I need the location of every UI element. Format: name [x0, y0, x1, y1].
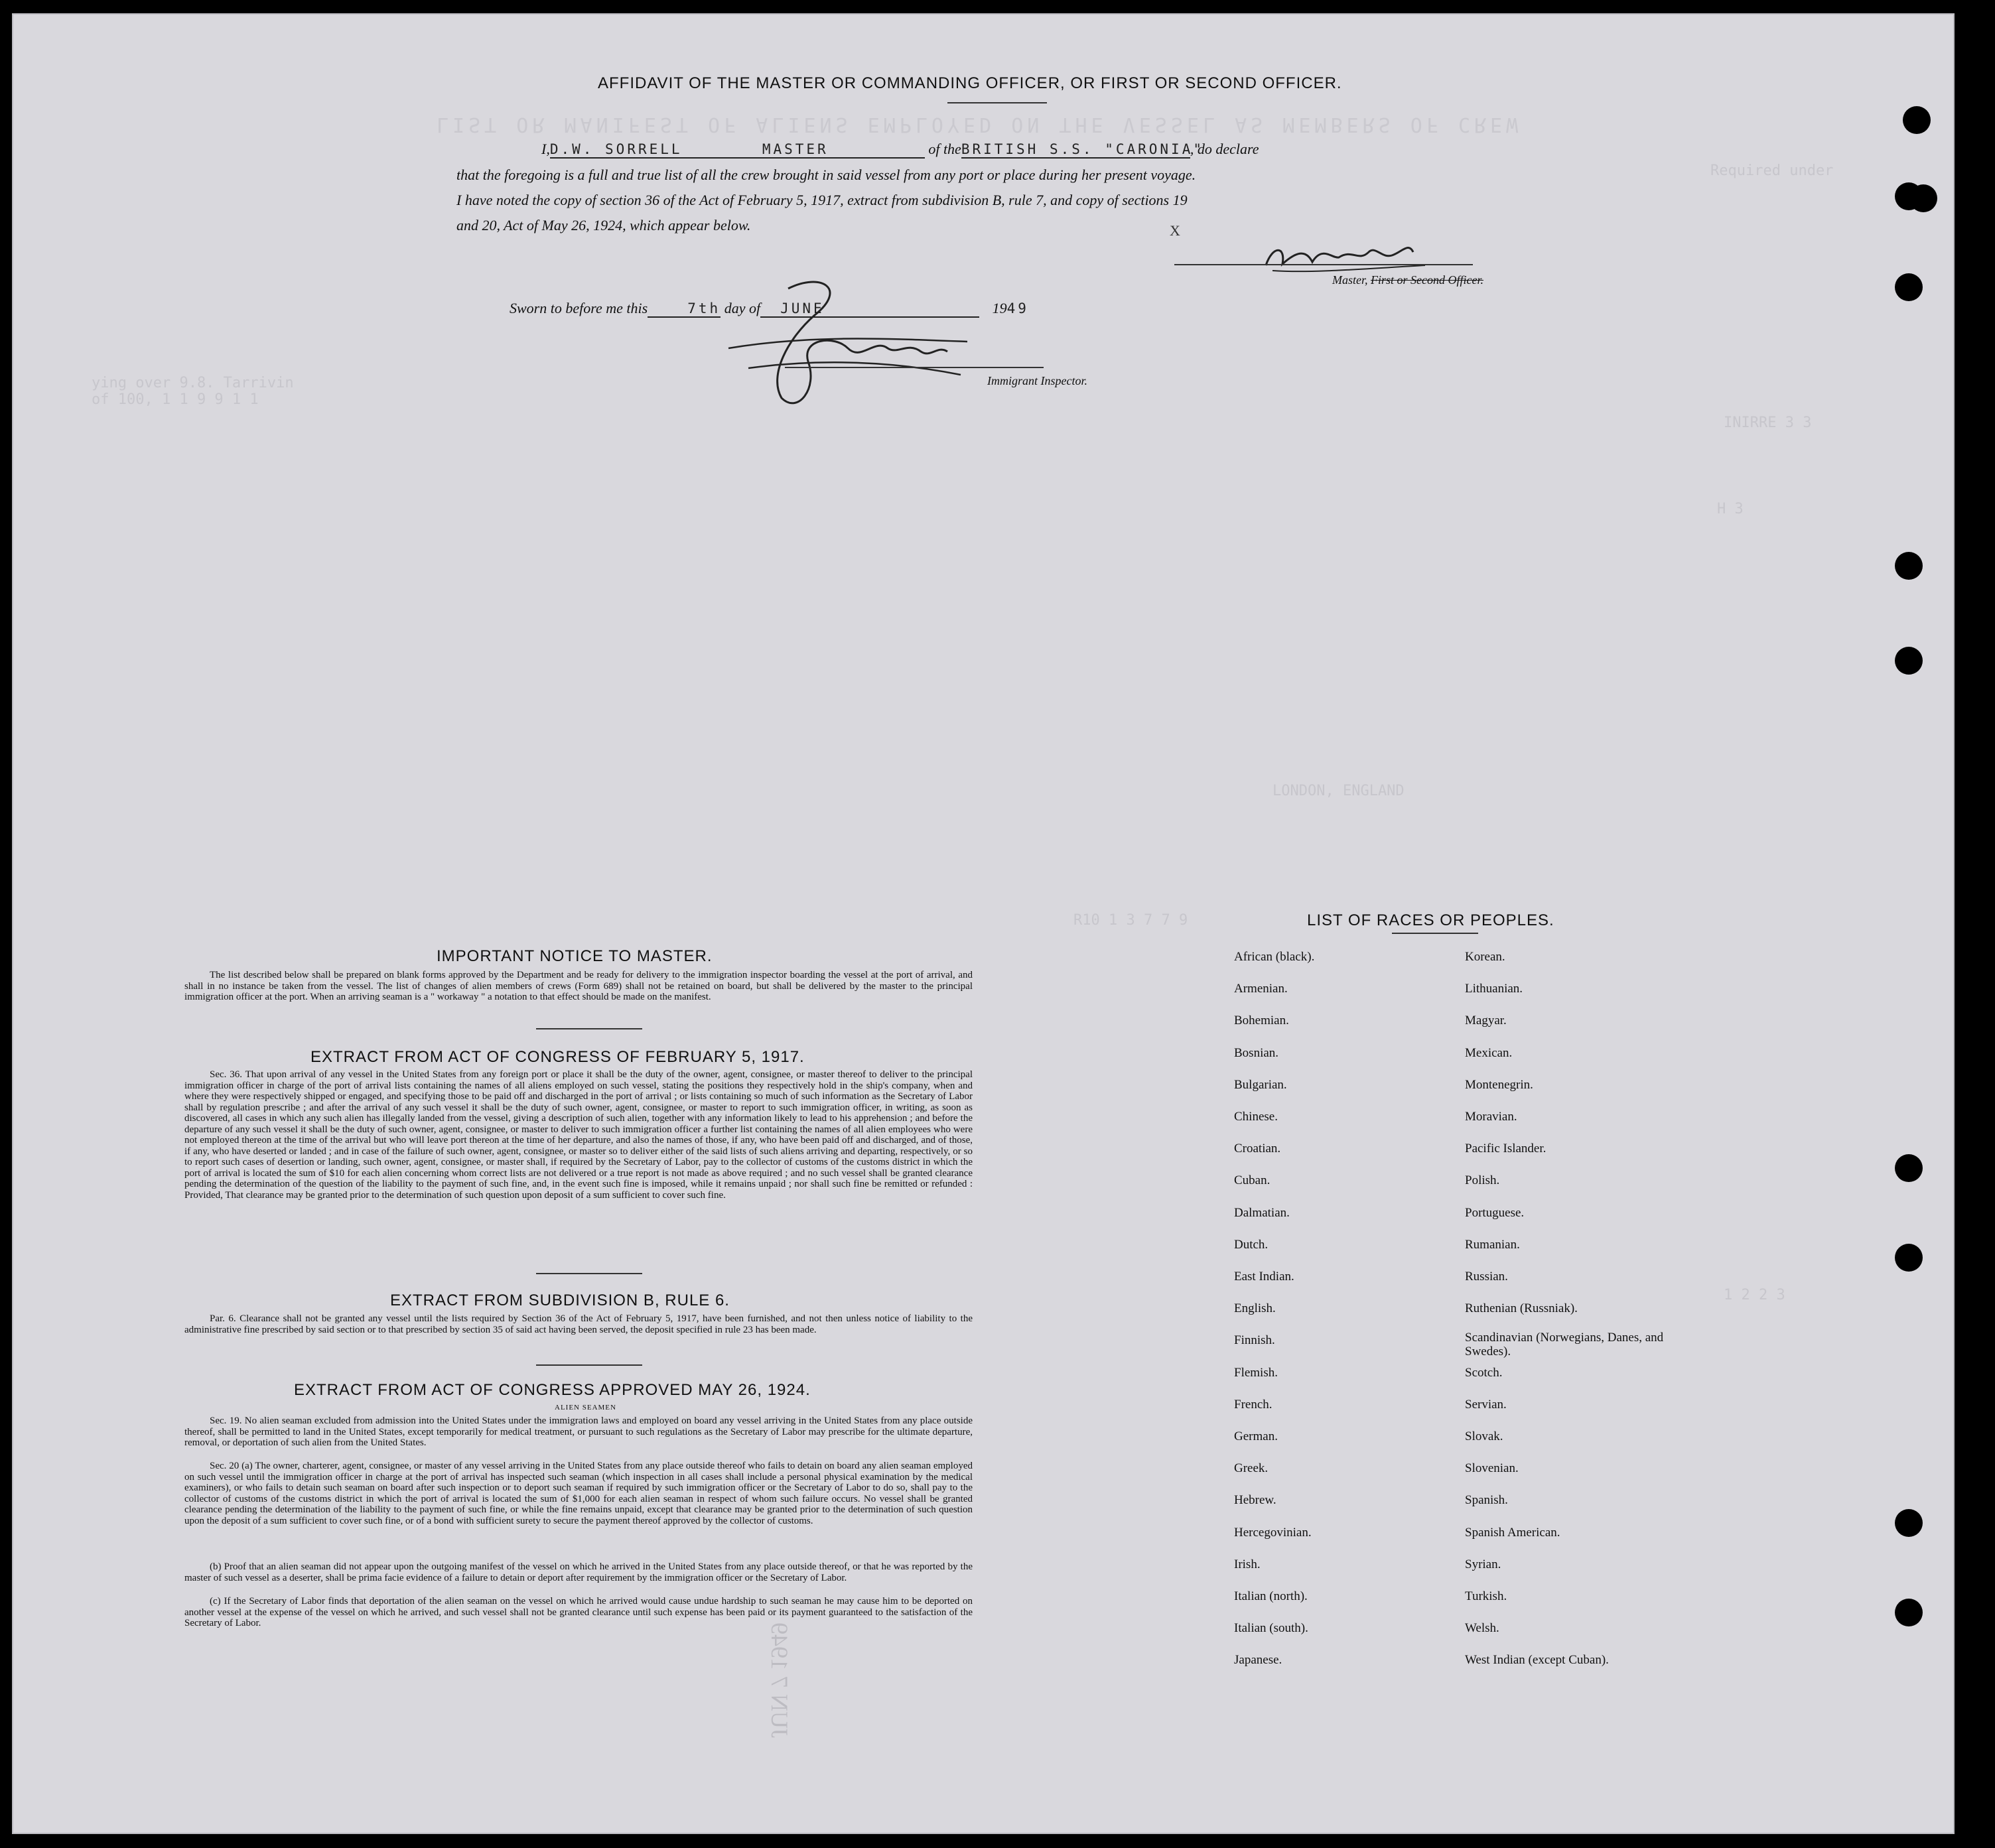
race-item: Chinese.: [1234, 1110, 1278, 1124]
bleed-through-text: of 100, 1 1 9 9 1 1: [92, 391, 259, 408]
rule6-body: Par. 6. Clearance shall not be granted any vessel until the lists required by Section 36 of the Act of February 5, 1917, have been furnished, and not then unless notice of liability to the administrative fine prescribed by said section or to that prescribed by section 35 of said act having been served, the deposit specified in rule 23 has been made.: [184, 1313, 973, 1335]
affidavit-line-3: I have noted the copy of section 36 of the Act of February 5, 1917, extract from subdivision B, rule 7, and copy of sections 19: [456, 192, 1188, 208]
punch-hole: [1895, 1244, 1923, 1272]
year-prefix: 19: [992, 300, 1007, 316]
race-item: Spanish.: [1465, 1493, 1508, 1508]
race-item: Slovenian.: [1465, 1461, 1519, 1476]
sworn-month-field: JUNE: [760, 300, 979, 318]
race-item: Bohemian.: [1234, 1014, 1289, 1028]
punch-hole: [1903, 106, 1931, 134]
bleed-through-text: LONDON, ENGLAND: [1273, 783, 1405, 799]
extract-1924-sec20c: (c) If the Secretary of Labor finds that deportation of the alien seaman on the vessel on which he arrived would cause undue hardship to such seaman he may cause him to be deported on another vessel at the expense of the vessel on which he arrived, and such vessel shall not be granted clearance until such expense has been paid or its payment guaranteed to the satisfaction of the Secretary of Labor.: [184, 1596, 973, 1628]
race-item: Armenian.: [1234, 982, 1288, 996]
race-item: Pacific Islander.: [1465, 1142, 1547, 1156]
document-page: [12, 13, 1955, 1834]
of-the-label: of the: [928, 141, 961, 157]
inspector-signature: [709, 275, 987, 428]
race-item: Mexican.: [1465, 1045, 1513, 1060]
bleed-through-text: LIST OR MANIFEST OF ALIENS EMPLOYED ON THE VESSEL AS MEMBERS OF CREW: [437, 113, 1523, 136]
bleed-through-text: Required under: [1710, 163, 1834, 179]
race-item: Rumanian.: [1465, 1237, 1520, 1252]
bleed-through-text: ying over 9.8. Tarrivin: [92, 375, 294, 391]
signer-title-master: Master,: [1332, 273, 1368, 287]
punch-hole: [1895, 647, 1923, 675]
bleed-through-text: H 3: [1717, 501, 1744, 517]
race-item: Russian.: [1465, 1270, 1508, 1284]
sworn-label: Sworn to before me this: [510, 300, 648, 316]
race-item: German.: [1234, 1429, 1278, 1443]
date-stamp: JUN 7 1949: [766, 1622, 793, 1738]
divider: [947, 102, 1047, 103]
day-of-label: day of: [724, 300, 761, 316]
inspector-label: Immigrant Inspector.: [987, 374, 1087, 387]
race-item: Italian (north).: [1234, 1589, 1308, 1603]
race-item: West Indian (except Cuban).: [1465, 1653, 1609, 1668]
bleed-through-text: 1 2 2 3: [1724, 1287, 1785, 1303]
year-suffix: 49: [1006, 300, 1029, 316]
divider: [1392, 933, 1478, 934]
race-item: Korean.: [1465, 950, 1505, 964]
race-item: Slovak.: [1465, 1429, 1503, 1443]
signature-line: [1174, 264, 1473, 265]
race-item: Hercegovinian.: [1234, 1525, 1312, 1540]
bleed-through-text: R10 1 3 7 7 9: [1073, 912, 1188, 929]
race-item: East Indian.: [1234, 1270, 1294, 1284]
race-item: Irish.: [1234, 1557, 1261, 1571]
affidavit-title: AFFIDAVIT OF THE MASTER OR COMMANDING OFFICER, OR FIRST OR SECOND OFFICER.: [598, 74, 1342, 92]
race-item: Syrian.: [1465, 1557, 1501, 1571]
race-item: Finnish.: [1234, 1333, 1275, 1348]
inspector-signature-line: [785, 367, 1044, 368]
vessel-name-field: BRITISH S.S. "CARONIA": [961, 141, 1204, 157]
race-item: Dalmatian.: [1234, 1205, 1290, 1220]
affidavit-i: I,: [541, 141, 550, 157]
extract-1924-title: EXTRACT FROM ACT OF CONGRESS APPROVED MAY 26, 1924.: [294, 1381, 811, 1399]
race-item: Italian (south).: [1234, 1621, 1308, 1636]
race-item: French.: [1234, 1397, 1273, 1412]
sworn-day-field: 7th: [648, 300, 721, 318]
signer-title: [1332, 273, 1483, 287]
race-item: Portuguese.: [1465, 1205, 1525, 1220]
rule6-title: EXTRACT FROM SUBDIVISION B, RULE 6.: [390, 1291, 730, 1309]
race-item: Montenegrin.: [1465, 1077, 1533, 1092]
punch-hole: [1895, 552, 1923, 580]
race-item: Lithuanian.: [1465, 982, 1523, 996]
race-item: Welsh.: [1465, 1621, 1499, 1636]
race-item: African (black).: [1234, 950, 1315, 964]
race-item: Scotch.: [1465, 1365, 1503, 1380]
races-title: LIST OF RACES OR PEOPLES.: [1307, 911, 1554, 929]
affidavit-line-2: that the foregoing is a full and true list of all the crew brought in said vessel from any port or place during her present voyage.: [456, 166, 1196, 183]
race-item: Moravian.: [1465, 1110, 1517, 1124]
divider: [536, 1273, 642, 1274]
race-item: Ruthenian (Russniak).: [1465, 1301, 1578, 1316]
signer-title-struck: First or Second Officer.: [1371, 273, 1483, 287]
race-item: Turkish.: [1465, 1589, 1507, 1603]
race-item: Bosnian.: [1234, 1045, 1279, 1060]
signature-mark: X: [1170, 222, 1180, 239]
punch-hole: [1895, 1599, 1923, 1626]
extract-1924-sec20a: Sec. 20 (a) The owner, charterer, agent, consignee, or master of any vessel arriving in the United States from any place outside thereof who fails to detain on board any alien seaman employed on such vessel until the immigration officer in charge at the port of arrival has inspected such seaman (which inspection in all cases shall include a personal physical examination by the medical examiners), or who fails to detain such seaman on board after such inspection or to deport such seaman if required by such immigration officer or the Secretary of Labor to do so, shall pay to the collector of customs of the customs district in which the port of arrival is located the sum of $1,000 for each alien seaman in respect of whom such failure occurs. No vessel shall be granted clearance pending the determination of the liability to the payment of such fine, or while the fine remains unpaid, except that clearance may be granted prior to the determination of such question upon the deposit of a sum sufficient to cover such fine, or of a bond with sufficient surety to secure the payment thereof approved by the collector of customs.: [184, 1461, 973, 1526]
affidavit-line-1: [541, 141, 1259, 159]
notice-title: IMPORTANT NOTICE TO MASTER.: [437, 947, 713, 965]
race-item: Flemish.: [1234, 1365, 1278, 1380]
extract-1917-body: Sec. 36. That upon arrival of any vessel in the United States from any foreign port or place it shall be the duty of the owner, agent, consignee, or master thereof to deliver to the principal immigration officer in charge of the port of arrival lists containing the names of all aliens employed on such vessel, stating the positions they respectively hold in the ship's company, when and where they were respectively shipped or engaged, and specifying those to be paid off and discharged in the port of arrival ; or lists containing so much of such information as the Secretary of Labor shall by regulation prescribe ; and after the arrival of any such vessel it shall be the duty of such owner, agent, consignee, or master to report to such immigration officer, in writing, as soon as discovered, all cases in which any such alien has illegally landed from the vessel, giving a description of such alien, together with any information likely to lead to his apprehension ; and before the departure of any such vessel it shall be the duty of such owner, agent, consignee, or master to deliver to such immigration officer a further list containing the names of all alien employees who were not employed thereon at the time of the arrival but who will leave port thereon at the time of her departure, and also the names of those, if any, who have been paid off and discharged, and of those, if any, who have deserted or landed ; and in case of the failure of such owner, agent, consignee, or master so to deliver either of the said lists of such aliens arriving and departing, respectively, or so to report such cases of desertion or landing, such owner, agent, consignee, or master shall, if required by the Secretary of Labor, pay to the collector of customs of the customs district in which the port of arrival is located the sum of $10 for each alien concerning whom correct lists are not delivered or a true report is not made as above required ; and no such vessel shall be granted clearance pending the determination of the question of the liability to the payment of such fine, and, in the event such fine is imposed, while it remains unpaid ; nor shall such fine be remitted or refunded : Provided, That clearance may be granted prior to the determination of such question upon deposit of a sum sufficient to cover such fine.: [184, 1069, 973, 1201]
race-item: Hebrew.: [1234, 1493, 1276, 1508]
race-item: Bulgarian.: [1234, 1077, 1287, 1092]
do-declare-label: , do declare: [1190, 141, 1259, 157]
race-item: Spanish American.: [1465, 1525, 1560, 1540]
race-item: Dutch.: [1234, 1237, 1269, 1252]
divider: [536, 1028, 642, 1029]
punch-hole: [1895, 273, 1923, 301]
punch-hole: [1895, 1154, 1923, 1182]
master-signature: [1259, 232, 1438, 279]
master-name-field: D.W. SORRELL: [550, 141, 736, 159]
race-item: English.: [1234, 1301, 1276, 1316]
punch-hole: [1909, 184, 1937, 212]
notice-body: The list described below shall be prepared on blank forms approved by the Department and be ready for delivery to the immigration inspector boarding the vessel at the port of arrival, and shall in no instance be taken from the vessel. The list of changes of alien members of crews (Form 689) shall not be retained on board, but shall be delivered by the master to the principal immigration officer at the port. When an arriving seaman is a " workaway " a notation to that effect should be made on the manifest.: [184, 970, 973, 1002]
extract-1924-sec20b: (b) Proof that an alien seaman did not appear upon the outgoing manifest of the vessel on which he arrived in the United States from any place outside thereof, or that he was reported by the master of such vessel as a deserter, shall be prima facie evidence of a failure to detain or deport after requirement by the immigration officer or the Secretary of Labor.: [184, 1561, 973, 1583]
race-item: Magyar.: [1465, 1014, 1507, 1028]
punch-hole: [1895, 1509, 1923, 1537]
extract-1924-sec19: Sec. 19. No alien seaman excluded from admission into the United States under the immigration laws and employed on board any vessel arriving in the United States from any place outside thereof, shall be permitted to land in the United States, except temporarily for medical treatment, or pursuant to such regulations as the Secretary of Labor may prescribe for the ultimate departure, removal, or deportation of such alien from the United States.: [184, 1416, 973, 1448]
bleed-through-text: INIRRE 3 3: [1724, 415, 1812, 431]
race-item: Croatian.: [1234, 1142, 1281, 1156]
race-item: Scandinavian (Norwegians, Danes, and Swedes).: [1465, 1331, 1664, 1359]
race-item: Greek.: [1234, 1461, 1269, 1476]
race-item: Polish.: [1465, 1173, 1500, 1188]
extract-1924-subtitle: ALIEN SEAMEN: [555, 1404, 616, 1412]
master-rank-field: MASTER: [736, 141, 925, 159]
race-item: Cuban.: [1234, 1173, 1271, 1188]
race-item: Servian.: [1465, 1397, 1507, 1412]
extract-1917-title: EXTRACT FROM ACT OF CONGRESS OF FEBRUARY 5, 1917.: [310, 1048, 805, 1066]
affidavit-line-4: and 20, Act of May 26, 1924, which appear below.: [456, 217, 751, 233]
divider: [536, 1364, 642, 1366]
race-item: Japanese.: [1234, 1653, 1282, 1668]
